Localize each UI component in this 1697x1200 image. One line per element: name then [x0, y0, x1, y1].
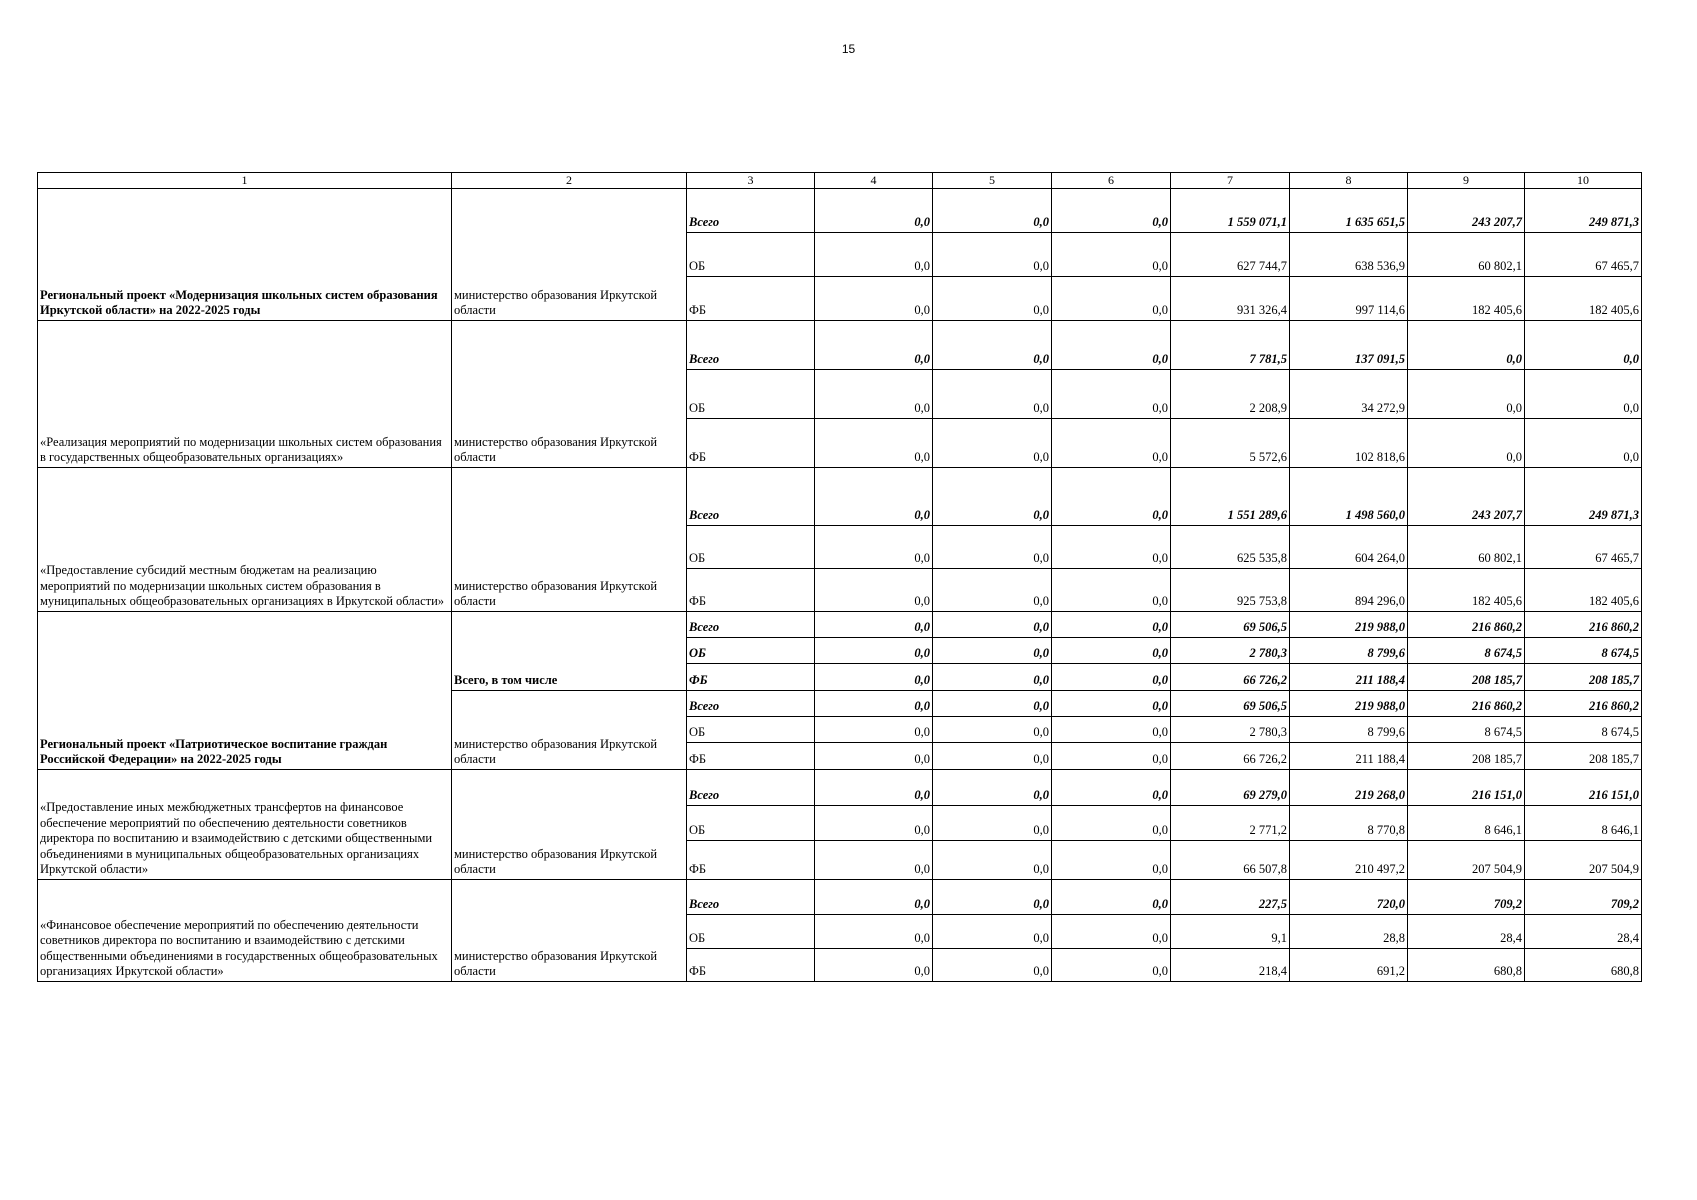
- column-header: 10: [1525, 173, 1642, 189]
- amount-cell: 249 871,3: [1525, 468, 1642, 526]
- funding-source: ФБ: [687, 949, 815, 982]
- amount-cell: 0,0: [1525, 321, 1642, 370]
- funding-source: ФБ: [687, 277, 815, 321]
- column-header: 4: [815, 173, 933, 189]
- amount-cell: 67 465,7: [1525, 526, 1642, 569]
- table-row: [38, 321, 1642, 370]
- amount-cell: 182 405,6: [1408, 277, 1525, 321]
- amount-cell: 0,0: [1052, 370, 1171, 419]
- responsible-executor: министерство образования Иркутской области: [452, 321, 687, 468]
- amount-cell: 8 799,6: [1290, 717, 1408, 743]
- amount-cell: 0,0: [1408, 419, 1525, 468]
- amount-cell: 709,2: [1408, 880, 1525, 915]
- amount-cell: 0,0: [933, 233, 1052, 277]
- amount-cell: 8 674,5: [1408, 717, 1525, 743]
- responsible-executor: министерство образования Иркутской области: [452, 880, 687, 982]
- column-header: 9: [1408, 173, 1525, 189]
- amount-cell: 2 208,9: [1171, 370, 1290, 419]
- responsible-executor: министерство образования Иркутской области: [452, 468, 687, 612]
- measure-name: «Реализация мероприятий по модернизации школьных систем образования в государственных общеобразовательных организациях»: [38, 321, 452, 468]
- amount-cell: 0,0: [815, 770, 933, 806]
- amount-cell: 216 151,0: [1408, 770, 1525, 806]
- amount-cell: 28,4: [1525, 915, 1642, 949]
- funding-source: Всего: [687, 770, 815, 806]
- amount-cell: 8 646,1: [1525, 806, 1642, 841]
- funding-source: ОБ: [687, 806, 815, 841]
- funding-source: Всего: [687, 468, 815, 526]
- amount-cell: 0,0: [815, 526, 933, 569]
- amount-cell: 8 799,6: [1290, 638, 1408, 664]
- amount-cell: 0,0: [1052, 526, 1171, 569]
- table-row: [38, 880, 1642, 915]
- amount-cell: 1 635 651,5: [1290, 189, 1408, 233]
- amount-cell: 34 272,9: [1290, 370, 1408, 419]
- amount-cell: 709,2: [1525, 880, 1642, 915]
- column-header: 6: [1052, 173, 1171, 189]
- amount-cell: 219 268,0: [1290, 770, 1408, 806]
- column-header: 5: [933, 173, 1052, 189]
- amount-cell: 0,0: [1052, 743, 1171, 770]
- measure-name: «Предоставление субсидий местным бюджетам на реализацию мероприятий по модернизации школьных систем образования в муниципальных общеобразовательных организациях в Иркутской области»: [38, 468, 452, 612]
- amount-cell: 0,0: [1052, 569, 1171, 612]
- funding-source: ОБ: [687, 915, 815, 949]
- amount-cell: 0,0: [1408, 370, 1525, 419]
- amount-cell: 208 185,7: [1525, 664, 1642, 691]
- funding-source: ФБ: [687, 569, 815, 612]
- responsible-executor: Всего, в том числе: [452, 612, 687, 691]
- amount-cell: 1 551 289,6: [1171, 468, 1290, 526]
- amount-cell: 66 726,2: [1171, 664, 1290, 691]
- amount-cell: 0,0: [933, 770, 1052, 806]
- responsible-executor: министерство образования Иркутской области: [452, 189, 687, 321]
- header-row: [38, 173, 1642, 189]
- amount-cell: 243 207,7: [1408, 468, 1525, 526]
- amount-cell: 0,0: [1052, 915, 1171, 949]
- amount-cell: 2 780,3: [1171, 717, 1290, 743]
- funding-source: Всего: [687, 189, 815, 233]
- amount-cell: 0,0: [933, 569, 1052, 612]
- amount-cell: 216 151,0: [1525, 770, 1642, 806]
- amount-cell: 0,0: [933, 743, 1052, 770]
- amount-cell: 7 781,5: [1171, 321, 1290, 370]
- amount-cell: 0,0: [1052, 691, 1171, 717]
- funding-source: Всего: [687, 880, 815, 915]
- column-header: 1: [38, 173, 452, 189]
- amount-cell: 0,0: [815, 806, 933, 841]
- amount-cell: 249 871,3: [1525, 189, 1642, 233]
- responsible-executor: министерство образования Иркутской области: [452, 770, 687, 880]
- amount-cell: 69 506,5: [1171, 691, 1290, 717]
- funding-source: ОБ: [687, 370, 815, 419]
- amount-cell: 0,0: [1052, 277, 1171, 321]
- amount-cell: 625 535,8: [1171, 526, 1290, 569]
- amount-cell: 0,0: [815, 743, 933, 770]
- funding-source: ОБ: [687, 526, 815, 569]
- amount-cell: 0,0: [1052, 233, 1171, 277]
- amount-cell: 0,0: [1052, 949, 1171, 982]
- amount-cell: 227,5: [1171, 880, 1290, 915]
- amount-cell: 0,0: [933, 915, 1052, 949]
- column-header: 7: [1171, 173, 1290, 189]
- amount-cell: 211 188,4: [1290, 664, 1408, 691]
- amount-cell: 0,0: [933, 526, 1052, 569]
- amount-cell: 207 504,9: [1525, 841, 1642, 880]
- amount-cell: 0,0: [815, 638, 933, 664]
- column-header: 3: [687, 173, 815, 189]
- table-row: [38, 770, 1642, 806]
- amount-cell: 66 726,2: [1171, 743, 1290, 770]
- amount-cell: 0,0: [815, 664, 933, 691]
- table-row: [38, 612, 1642, 638]
- amount-cell: 604 264,0: [1290, 526, 1408, 569]
- amount-cell: 0,0: [815, 189, 933, 233]
- amount-cell: 0,0: [933, 189, 1052, 233]
- column-header: 2: [452, 173, 687, 189]
- amount-cell: 66 507,8: [1171, 841, 1290, 880]
- amount-cell: 0,0: [1052, 880, 1171, 915]
- amount-cell: 1 498 560,0: [1290, 468, 1408, 526]
- amount-cell: 691,2: [1290, 949, 1408, 982]
- amount-cell: 0,0: [815, 370, 933, 419]
- amount-cell: 0,0: [815, 841, 933, 880]
- amount-cell: 0,0: [933, 880, 1052, 915]
- amount-cell: 8 674,5: [1525, 717, 1642, 743]
- funding-source: Всего: [687, 612, 815, 638]
- amount-cell: 28,8: [1290, 915, 1408, 949]
- amount-cell: 0,0: [1052, 770, 1171, 806]
- amount-cell: 0,0: [1052, 419, 1171, 468]
- responsible-executor: министерство образования Иркутской области: [452, 691, 687, 770]
- amount-cell: 8 646,1: [1408, 806, 1525, 841]
- amount-cell: 0,0: [815, 569, 933, 612]
- amount-cell: 1 559 071,1: [1171, 189, 1290, 233]
- amount-cell: 0,0: [1052, 468, 1171, 526]
- amount-cell: 8 770,8: [1290, 806, 1408, 841]
- amount-cell: 638 536,9: [1290, 233, 1408, 277]
- amount-cell: 0,0: [933, 841, 1052, 880]
- amount-cell: 0,0: [1052, 638, 1171, 664]
- amount-cell: 67 465,7: [1525, 233, 1642, 277]
- amount-cell: 216 860,2: [1525, 612, 1642, 638]
- amount-cell: 0,0: [933, 691, 1052, 717]
- amount-cell: 5 572,6: [1171, 419, 1290, 468]
- amount-cell: 182 405,6: [1408, 569, 1525, 612]
- funding-source: Всего: [687, 321, 815, 370]
- amount-cell: 0,0: [933, 806, 1052, 841]
- amount-cell: 0,0: [1525, 370, 1642, 419]
- amount-cell: 211 188,4: [1290, 743, 1408, 770]
- amount-cell: 0,0: [815, 277, 933, 321]
- measure-name: Региональный проект «Модернизация школьных систем образования Иркутской области» на 2022-2025 годы: [38, 189, 452, 321]
- amount-cell: 0,0: [815, 612, 933, 638]
- amount-cell: 0,0: [815, 468, 933, 526]
- amount-cell: 627 744,7: [1171, 233, 1290, 277]
- funding-source: ОБ: [687, 717, 815, 743]
- funding-source: ФБ: [687, 841, 815, 880]
- amount-cell: 2 780,3: [1171, 638, 1290, 664]
- amount-cell: 9,1: [1171, 915, 1290, 949]
- amount-cell: 207 504,9: [1408, 841, 1525, 880]
- budget-table: [37, 172, 1642, 982]
- amount-cell: 0,0: [1408, 321, 1525, 370]
- amount-cell: 28,4: [1408, 915, 1525, 949]
- amount-cell: 208 185,7: [1408, 664, 1525, 691]
- measure-name: «Финансовое обеспечение мероприятий по обеспечению деятельности советников директора по воспитанию и взаимодействию с детскими общественными объединениями в государственных общеобразовательных организациях Иркутской области»: [38, 880, 452, 982]
- amount-cell: 0,0: [933, 949, 1052, 982]
- amount-cell: 137 091,5: [1290, 321, 1408, 370]
- amount-cell: 0,0: [1052, 841, 1171, 880]
- amount-cell: 208 185,7: [1408, 743, 1525, 770]
- amount-cell: 0,0: [815, 321, 933, 370]
- amount-cell: 8 674,5: [1525, 638, 1642, 664]
- amount-cell: 216 860,2: [1408, 691, 1525, 717]
- amount-cell: 0,0: [815, 233, 933, 277]
- amount-cell: 0,0: [1052, 189, 1171, 233]
- amount-cell: 0,0: [933, 321, 1052, 370]
- funding-source: ОБ: [687, 638, 815, 664]
- amount-cell: 0,0: [933, 638, 1052, 664]
- amount-cell: 0,0: [933, 664, 1052, 691]
- table-row: [38, 189, 1642, 233]
- amount-cell: 216 860,2: [1408, 612, 1525, 638]
- amount-cell: 0,0: [933, 277, 1052, 321]
- funding-source: ФБ: [687, 664, 815, 691]
- amount-cell: 0,0: [815, 949, 933, 982]
- amount-cell: 720,0: [1290, 880, 1408, 915]
- amount-cell: 0,0: [1052, 612, 1171, 638]
- amount-cell: 60 802,1: [1408, 526, 1525, 569]
- amount-cell: 931 326,4: [1171, 277, 1290, 321]
- amount-cell: 219 988,0: [1290, 691, 1408, 717]
- table-row: [38, 468, 1642, 526]
- amount-cell: 0,0: [1052, 664, 1171, 691]
- amount-cell: 0,0: [815, 717, 933, 743]
- amount-cell: 0,0: [933, 419, 1052, 468]
- amount-cell: 210 497,2: [1290, 841, 1408, 880]
- amount-cell: 680,8: [1408, 949, 1525, 982]
- page-number: 15: [841, 42, 856, 56]
- amount-cell: 0,0: [1052, 717, 1171, 743]
- amount-cell: 69 506,5: [1171, 612, 1290, 638]
- amount-cell: 0,0: [815, 880, 933, 915]
- amount-cell: 182 405,6: [1525, 277, 1642, 321]
- amount-cell: 8 674,5: [1408, 638, 1525, 664]
- amount-cell: 0,0: [933, 370, 1052, 419]
- amount-cell: 0,0: [1525, 419, 1642, 468]
- amount-cell: 208 185,7: [1525, 743, 1642, 770]
- amount-cell: 0,0: [933, 612, 1052, 638]
- funding-source: ОБ: [687, 233, 815, 277]
- amount-cell: 102 818,6: [1290, 419, 1408, 468]
- amount-cell: 69 279,0: [1171, 770, 1290, 806]
- amount-cell: 0,0: [815, 691, 933, 717]
- amount-cell: 0,0: [815, 419, 933, 468]
- amount-cell: 216 860,2: [1525, 691, 1642, 717]
- amount-cell: 0,0: [1052, 806, 1171, 841]
- funding-source: ФБ: [687, 743, 815, 770]
- amount-cell: 243 207,7: [1408, 189, 1525, 233]
- amount-cell: 182 405,6: [1525, 569, 1642, 612]
- measure-name: Региональный проект «Патриотическое воспитание граждан Российской Федерации» на 2022-2025 годы: [38, 612, 452, 770]
- amount-cell: 0,0: [933, 717, 1052, 743]
- amount-cell: 0,0: [933, 468, 1052, 526]
- amount-cell: 997 114,6: [1290, 277, 1408, 321]
- amount-cell: 218,4: [1171, 949, 1290, 982]
- amount-cell: 219 988,0: [1290, 612, 1408, 638]
- funding-source: ФБ: [687, 419, 815, 468]
- amount-cell: 925 753,8: [1171, 569, 1290, 612]
- amount-cell: 2 771,2: [1171, 806, 1290, 841]
- column-header: 8: [1290, 173, 1408, 189]
- amount-cell: 0,0: [815, 915, 933, 949]
- funding-source: Всего: [687, 691, 815, 717]
- measure-name: «Предоставление иных межбюджетных трансфертов на финансовое обеспечение мероприятий по обеспечению деятельности советников директора по воспитанию и взаимодействию с детскими общественными объединениями в муниципальных общеобразовательных организациях Иркутской области»: [38, 770, 452, 880]
- amount-cell: 894 296,0: [1290, 569, 1408, 612]
- amount-cell: 0,0: [1052, 321, 1171, 370]
- amount-cell: 680,8: [1525, 949, 1642, 982]
- amount-cell: 60 802,1: [1408, 233, 1525, 277]
